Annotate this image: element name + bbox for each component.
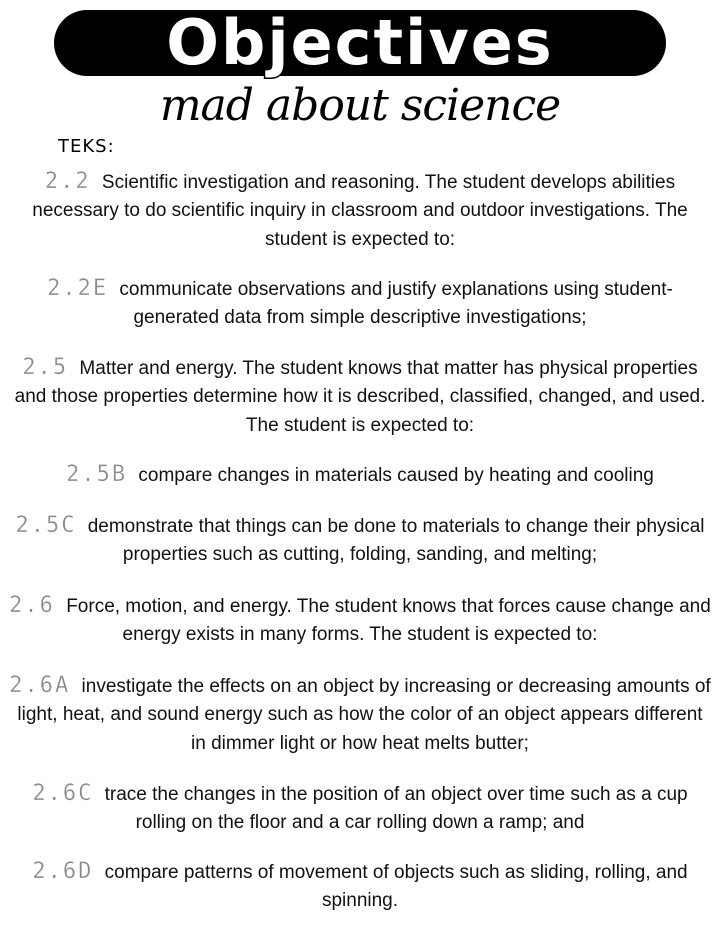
objective-code: 2.5: [22, 355, 69, 380]
objective-item: [8, 354, 712, 440]
objective-code: 2.2: [44, 169, 91, 194]
objective-text: compare changes in materials caused by heating and cooling: [138, 465, 654, 486]
subtitle: mad about science: [159, 80, 561, 131]
page-title: Objectives: [166, 6, 554, 79]
objective-code: 2.2E: [47, 276, 109, 301]
teks-label: TEKS:: [58, 136, 115, 157]
objective-code: 2.6: [9, 593, 55, 618]
objective-text: Scientific investigation and reasoning. The student develops abilities necessary to do scientific inquiry in classroom and outdoor investigations. The student is expected to:: [32, 172, 688, 250]
objective-text: communicate observations and justify explanations using student-generated data from simple descriptive investigations;: [119, 279, 673, 329]
objective-item: [8, 592, 712, 650]
objective-text: compare patterns of movement of objects such as sliding, rolling, and spinning.: [104, 862, 688, 912]
objective-code: 2.5C: [15, 513, 77, 538]
objective-item: [8, 275, 712, 333]
objective-text: Force, motion, and energy. The student knows that forces cause change and energy exists in many forms. The student is expected to:: [66, 596, 711, 646]
title-banner: [54, 6, 666, 79]
objective-code: 2.6D: [32, 859, 94, 884]
objective-text: trace the changes in the position of an object over time such as a cup rolling on the floor and a car rolling down a ramp; and: [104, 784, 688, 834]
objective-item: [8, 672, 712, 758]
objective-item: [8, 461, 712, 490]
objective-item: [8, 168, 712, 254]
objective-code: 2.6C: [32, 781, 94, 806]
objective-item: [8, 512, 712, 570]
objective-item: [8, 780, 712, 838]
objective-code: 2.5B: [66, 462, 128, 487]
objective-text: demonstrate that things can be done to materials to change their physical properties such as cutting, folding, sanding, and melting;: [87, 516, 705, 566]
objective-text: Matter and energy. The student knows that matter has physical properties and those properties determine how it is described, classified, changed, and used. The student is expected to:: [14, 358, 706, 436]
objective-code: 2.6A: [9, 673, 71, 698]
objective-text: investigate the effects on an object by increasing or decreasing amounts of light, heat, and sound energy such as how the color of an object appears different in dimmer light or how heat melts butter;: [17, 676, 711, 754]
objective-item: [8, 858, 712, 916]
